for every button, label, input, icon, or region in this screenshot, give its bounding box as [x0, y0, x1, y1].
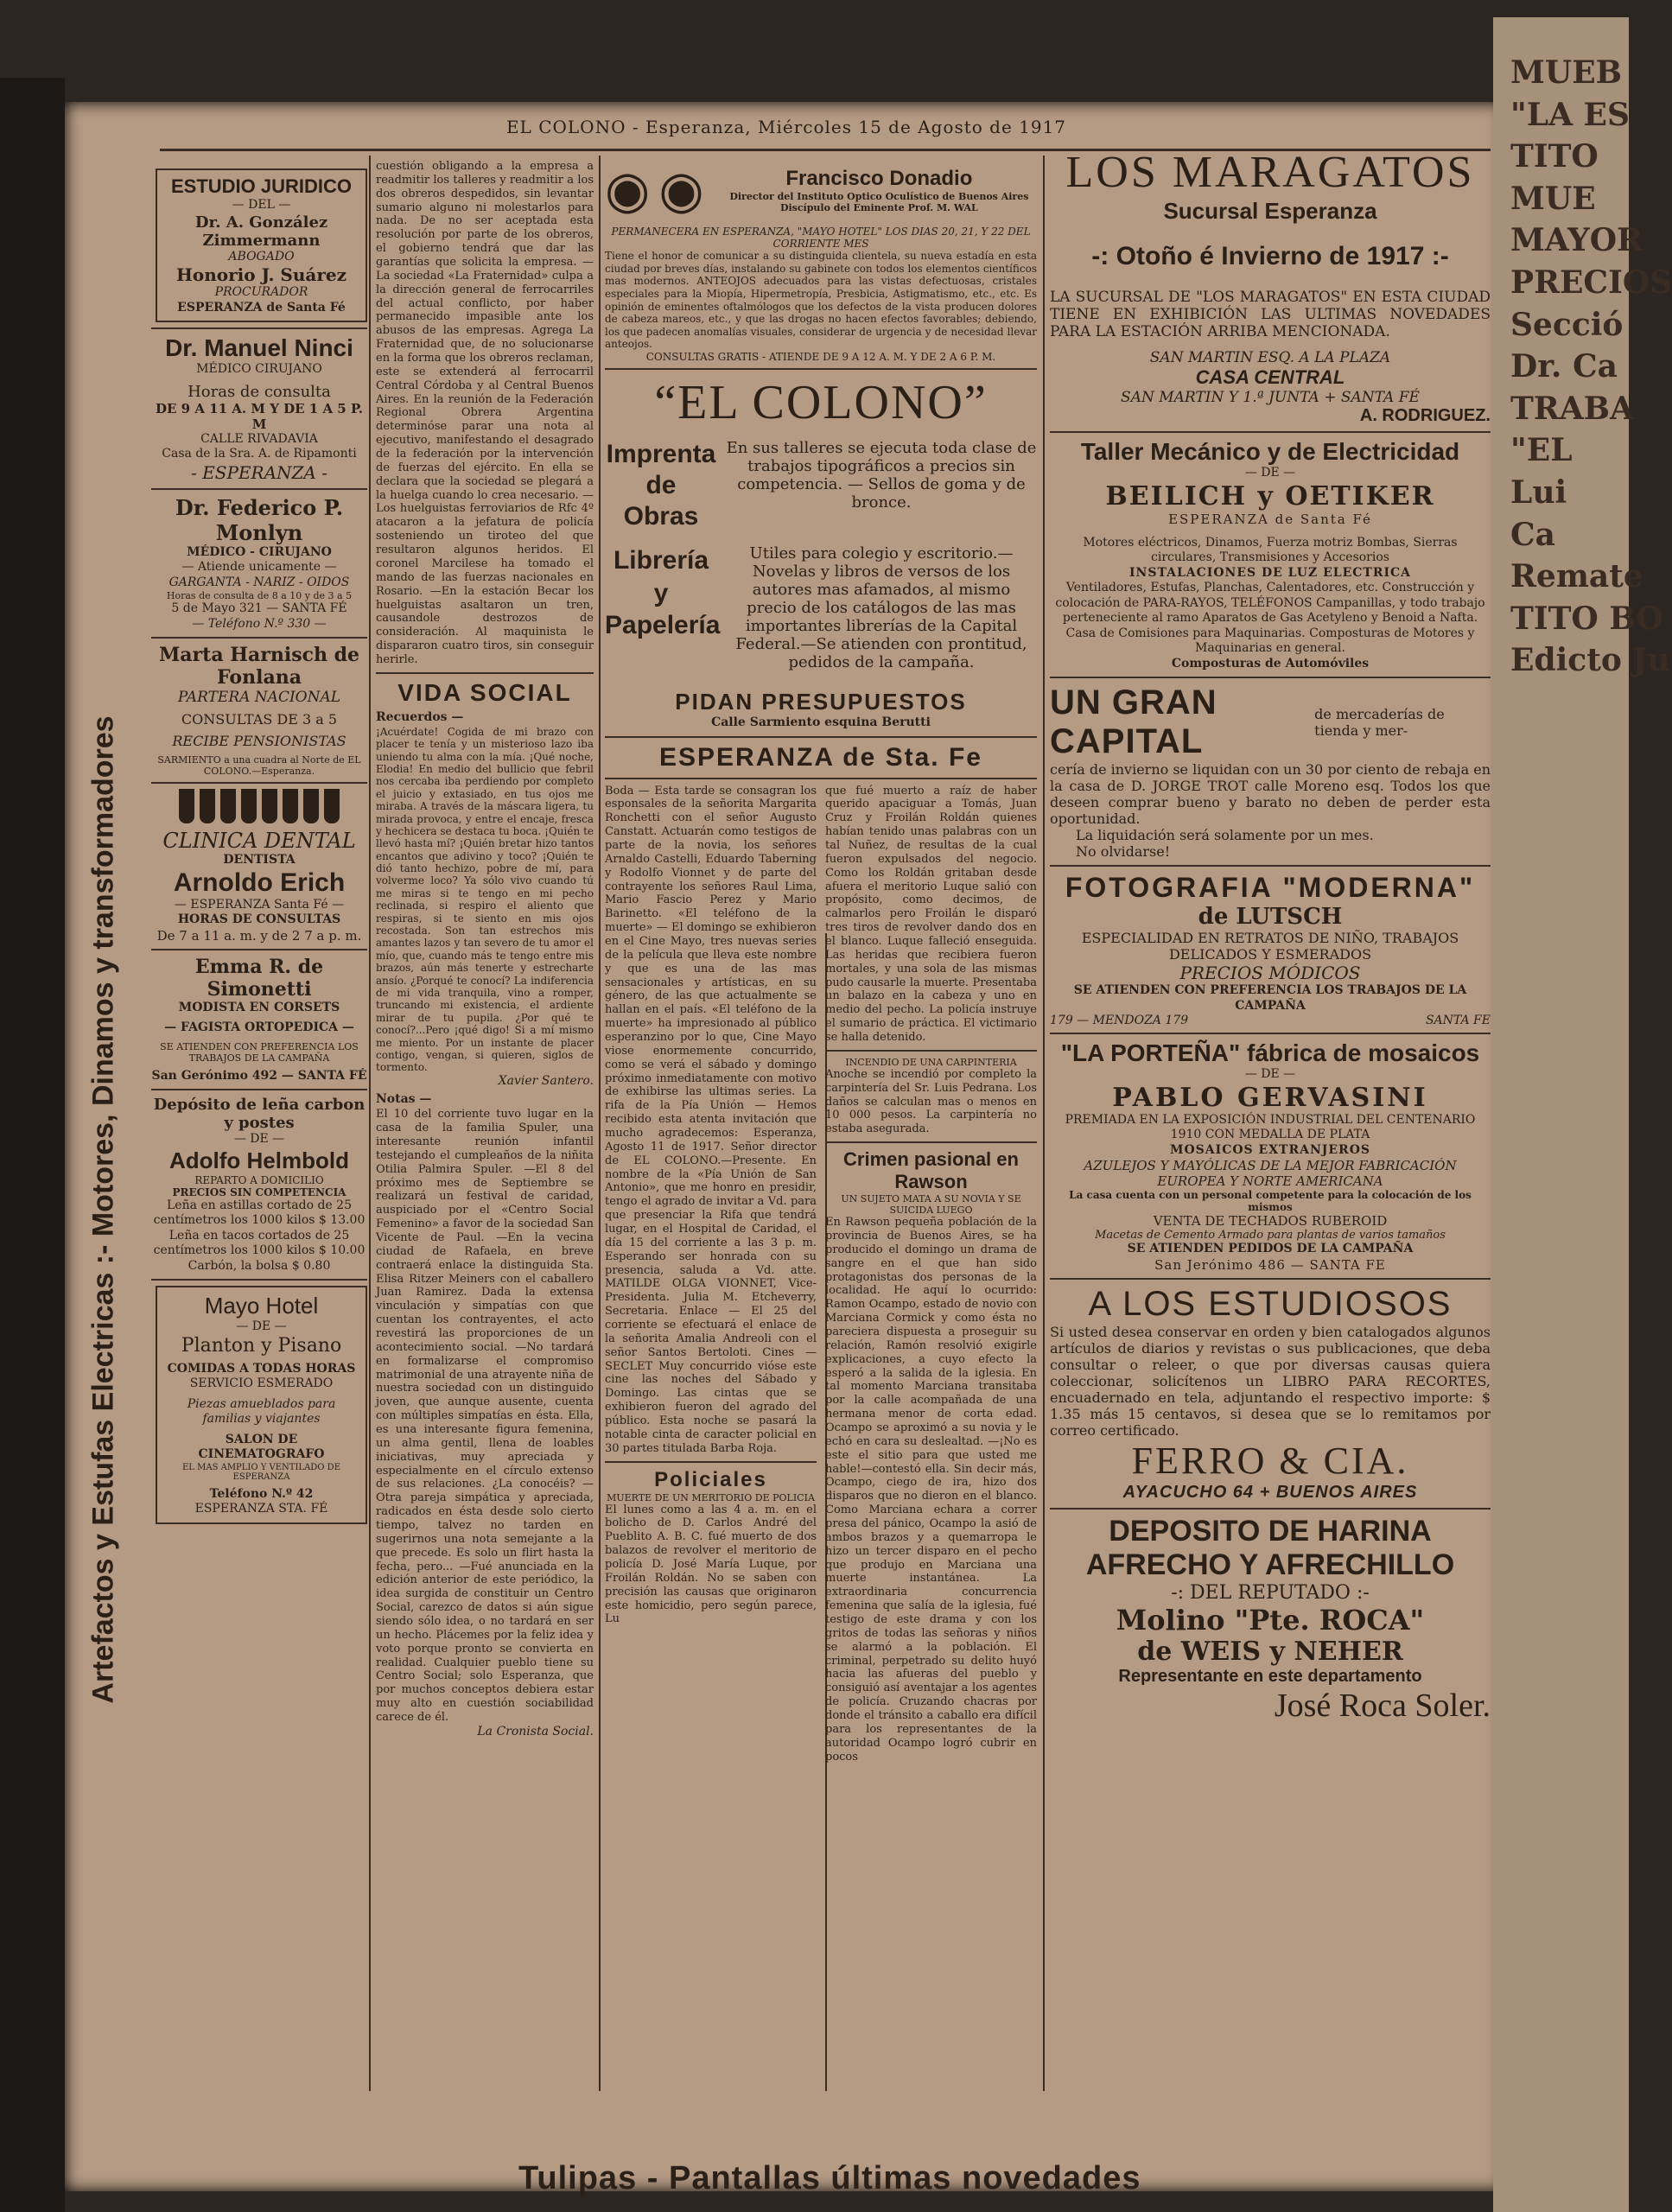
harnisch-ad — [151, 644, 367, 777]
helmbold-precios: PRECIOS SIN COMPETENCIA — [172, 1185, 346, 1198]
taller-text: Motores eléctricos, Dinamos, Fuerza motriz Bombas, Sierras circulares, Transmisiones y Accesorios — [1083, 535, 1458, 564]
divider — [1050, 1278, 1491, 1280]
la-portena-ad — [1050, 1039, 1491, 1273]
taller-city: ESPERANZA de Santa Fé — [1168, 511, 1372, 527]
estudio-name: Dr. A. González Zimmermann — [194, 213, 328, 250]
libreria-text: Utiles para colegio y escritorio.—Novelas y libros de versos de los autores mas afamados, al mismo precio de los catálogos de las mas importantes librerías de la Capital Federal.—Se atienden con prontitud, pedidos de la campaña. — [735, 544, 1027, 671]
notas-text: El 10 del corriente tuvo lugar en la casa de la familia Spuler, una interesante reunión infantil testejando el cumpleaños de la niñita Otilia Palmira Spuler. —El 8 del próximo mes de Septiembre se realizará un festival de caridad, auspiciado por el «Centro Social Femenino» a favor de la sociedad San Vicente de Paul. —En la vecina ciudad de Rafaela, en breve contraerá enlace la distinguida Sta. Elisa Ritzer Meiners con el caballero Juan Ramirez. Dada la extensa vinculación y simpatías con que cuentan los contrayentes, el acto revestirá las proporciones de un acontecimiento social. —No tardará en formalizarse el compromiso matrimonial de una atrayente niña de nuestra sociedad con un distinguido joven, que aunque ausente, cuenta con múltiples simpatías en ésta. Ella, es una interesante figura femenina, un alma gentil, llena de loables iniciativas, muy apreciada y especialmente en el círculo extenso de sus relaciones. ¿La conocéis? —Otra pareja simpática y apreciada, radicados en ésta desde solo cierto tiempo, talvez no tarden en sugerirnos una nota semejante a la que precede. Es solo un flirt hasta la fecha, pero... —Fué anunciada en la edición anterior de este periódico, la idea surgida de constituir un Centro Social, carezco de datos si aún sigue siendo sólo idea, o no tardará en ser un hecho. Plácemes por la feliz idea y voto porque pronto se convierta en realidad. Cualquier pueblo tiene su Centro Social; solo Esperanza, que por muchos conceptos debiera estar muy alto en cuestión sociabilidad carece de él. — [376, 1108, 594, 1725]
donadio-ad — [605, 160, 1037, 363]
ferro-addr: AYACUCHO 64 + BUENOS AIRES — [1122, 1482, 1418, 1502]
estudio-city: ESPERANZA de Santa Fé — [177, 300, 346, 315]
estudio-name2: Honorio J. Suárez — [176, 264, 346, 285]
capital-text: cería de invierno se liquidan con un 30 por ciento de rebaja en la casa de D. JORGE TROT calle Moreno esq. Todos los que deseen comprar bueno y barato no deben de perder esta oportunidad. — [1050, 761, 1491, 827]
donadio-consultas: CONSULTAS GRATIS - ATIENDE DE 9 A 12 A. M. Y DE 2 A 6 P. M. — [645, 351, 996, 363]
ninci-addr: CALLE RIVADAVIA — [200, 431, 318, 446]
divider — [825, 1050, 1037, 1052]
news-left-column — [605, 785, 817, 1764]
monlyn-spec: GARGANTA - NARIZ - OIDOS — [168, 575, 350, 589]
incendio-text: Anoche se incendió por completo la carpintería del Sr. Luis Pedrana. Los daños se calculan mas o menos en 10 000 pesos. La carpintería no estaba asegurada. — [825, 1067, 1037, 1136]
incendio-heading: INCENDIO DE UNA CARPINTERIA — [845, 1056, 1017, 1068]
mayo-salon2: EL MAS AMPLIO Y VENTILADO DE ESPERANZA — [181, 1462, 340, 1482]
divider — [1050, 865, 1491, 867]
portena-addr: San Jerónimo 486 — SANTA FE — [1154, 1256, 1386, 1273]
foto-spec: ESPECIALIDAD EN RETRATOS DE NIÑO, TRABAJOS DELICADOS Y ESMERADOS — [1081, 930, 1459, 963]
ferro-name: FERRO & CIA. — [1131, 1439, 1409, 1482]
portena-name: PABLO GERVASINI — [1112, 1082, 1428, 1113]
policiales-subtitle: MUERTE DE UN MERITORIO DE POLICIA — [607, 1491, 815, 1503]
monlyn-ad — [151, 495, 367, 632]
foto-atienden: SE ATIENDEN CON PREFERENCIA LOS TRABAJOS DE LA CAMPAÑA — [1073, 983, 1467, 1013]
dental-city: — ESPERANZA Santa Fé — — [174, 897, 345, 912]
imprenta-text: En sus talleres se ejecuta toda clase de trabajos tipográficos a precios sin competencia. — Sellos de goma y de bronce. — [726, 439, 1037, 512]
helmbold-ad — [151, 1096, 367, 1274]
helmbold-line2: Leña en tacos cortados de 25 centímetros los 1000 kilos $ 10.00 — [153, 1228, 366, 1257]
vertical-banner — [78, 605, 130, 1815]
column-2 — [376, 160, 594, 2095]
recuerdos-heading: Recuerdos — — [376, 709, 464, 724]
dental-sub: DENTISTA — [223, 853, 296, 867]
divider — [376, 672, 594, 674]
eyes-icon: ◉◉ — [605, 160, 713, 220]
policiales-title: Policiales — [654, 1467, 767, 1491]
column-rule — [369, 156, 371, 2091]
monlyn-tel: — Teléfono N.º 330 — — [192, 616, 327, 631]
helmbold-de: — DE — — [233, 1132, 285, 1146]
helmbold-line3: Carbón, la bolsa $ 0.80 — [188, 1258, 331, 1273]
donadio-name: Francisco Donadio — [785, 167, 973, 190]
foto-title: FOTOGRAFIA "MODERNA" — [1065, 872, 1476, 903]
taller-auto: Composturas de Automóviles — [1171, 656, 1370, 671]
donadio-text: Tiene el honor de comunicar a su distinguida clientela, su nueva estadía en esta ciudad por breves días, instalando su gabinete con todos los elementos científicos mas modernos. ANTEOJOS adecuados para las vistas defectuosas, cristales especiales para la Miopía, Hipermetropía, Presbicia, Astigmatismo, etc., etc. Es opinión de eminentes oftalmólogos que los defectos de la vista producen dolores de cabeza mareos, etc., y que las drogas no hacen efectos favorables; debiendo, los que padecen anomalías visuales, considerar de urgencia y de necesidad llevar anteojos. — [605, 250, 1037, 351]
maragatos-central: CASA CENTRAL — [1195, 366, 1345, 388]
column-rule — [599, 156, 601, 2091]
helmbold-title: Depósito de leña carbon y postes — [153, 1096, 366, 1132]
divider — [605, 736, 1037, 738]
helmbold-reparto: REPARTO A DOMICILIO — [194, 1173, 324, 1186]
notas-heading: Notas — — [376, 1092, 432, 1107]
monlyn-horas: Horas de consulta de 8 a 10 y de 3 a 5 — [166, 590, 353, 601]
harina-rep: Representante en este departamento — [1118, 1666, 1422, 1686]
capital-title: UN GRAN CAPITAL — [1050, 683, 1217, 760]
maragatos-ad — [1050, 147, 1491, 426]
estudio-title: ESTUDIO JURIDICO — [170, 175, 353, 197]
estudiosos-title: A LOS ESTUDIOSOS — [1088, 1284, 1453, 1323]
crimen-title: Crimen pasional en Rawson — [843, 1148, 1019, 1193]
policiales-continued-text: que fué muerto a raíz de haber querido apaciguar a Tomás, Juan Cruz y Froilán Roldán quienes habían tenido unas palabras con un tal Nuñez, de resultas de la cual fueron expulsados del negocio. Como los Roldán gritaban desde afuera el meritorio Luque salió con propósito, como decimos, de calmarlos pero Froilán le disparó tres tiros de revolver dando dos en el blanco. Luque falleció enseguida. Las heridas que recibiera fueron mortales, y una sola de las mismas pudo causarle la muerte. Presentaba un balazo en la cabeza y uno en medio del pecho. La policía instruye el sumario de práctica. El victimario se halla detenido. — [825, 784, 1037, 1044]
harina-title1: DEPOSITO DE HARINA — [1109, 1514, 1432, 1548]
divider — [825, 1141, 1037, 1143]
capital-line2: No olvidarse! — [1076, 843, 1171, 860]
divider — [151, 327, 367, 329]
taller-text2: Ventiladores, Estufas, Planchas, Calentadores, etc. Construcción y colocación de PARA-RAYOS, TELÉFONOS Campanillas, y todo trabajo perteneciente al ramo Aparatos de Gas Acetyleno y Benoid a Nafta. Casa de Comisiones para Maquinarias. Composturas de Motores y Maquinarias en general. — [1055, 581, 1485, 655]
ninci-addr2: Casa de la Sra. A. de Ripamonti — [162, 447, 357, 461]
portena-title: "LA PORTEÑA" fábrica de mosaicos — [1060, 1039, 1480, 1066]
imprenta-title: Imprenta de Obras — [606, 440, 716, 531]
estudio-del: — DEL — — [232, 198, 291, 212]
taller-ad — [1050, 438, 1491, 671]
portena-pedidos: SE ATIENDEN PEDIDOS DE LA CAMPAÑA — [1127, 1242, 1414, 1255]
page-header: EL COLONO - Esperanza, Miércoles 15 de Agosto de 1917 — [505, 117, 1067, 137]
taller-title: Taller Mecánico y de Electricidad — [1080, 438, 1460, 465]
taller-instalaciones: INSTALACIONES DE LUZ ELECTRICA — [1128, 565, 1412, 580]
portena-azulejos: AZULEJOS Y MAYÓLICAS DE LA MEJOR FABRICACIÓN EUROPEA Y NORTE AMERICANA — [1084, 1158, 1457, 1189]
donadio-role: Director del Instituto Optico Oculístico de Buenos Aires — [729, 191, 1029, 202]
maragatos-sub: Sucursal Esperanza — [1163, 198, 1377, 224]
capital-side: de mercaderías de tienda y mer- — [1314, 706, 1445, 739]
ninci-ad — [151, 334, 367, 483]
monlyn-addr: 5 de Mayo 321 — SANTA FÉ — [171, 601, 347, 615]
divider — [605, 1461, 817, 1463]
divider — [151, 949, 367, 950]
dental-ad — [151, 789, 367, 944]
mayo-name: Mayo Hotel — [204, 1293, 319, 1319]
harnisch-role: PARTERA NACIONAL — [177, 689, 341, 706]
maragatos-text: LA SUCURSAL DE "LOS MARAGATOS" EN ESTA CIUDAD TIENE EN EXHIBICIÓN LAS ULTIMAS NOVEDADES PARA LA ESTACIÓN ARRIBA MENCIONADA. — [1050, 289, 1491, 340]
taller-name: BEILICH y OETIKER — [1105, 480, 1435, 512]
vertical-banner-text: Artefactos y Estufas Electricas :- Motores, Dinamos y transformadores — [86, 715, 120, 1704]
el-colono-ad — [605, 375, 1037, 731]
strike-article-text: cuestión obligando a la empresa a readmitir los talleres y readmitir a los dos obreros despedidos, sin levantar sumario alguno ni molestarlos para nada. De no ser aceptada esta resolución por parte de los obreros, el gobierno tendrá que dar las garantías que solicita la empresa. —La sociedad «La Fraternidad» culpa a la dirección general de ferrocarriles del actual conflicto, por haber permanecido impasible ante los abusos de las empresas. Agrega La Fraternidad que, de no solucionarse en la forma que los obreros reclaman, este se extenderá al ferrocarril Central Córdoba y al Central Buenos Aires. En la reunión de la Federación Regional Obrera Argentina determinóse parar una nota al ejecutivo, manifestando el desagrado de la federación por la intervención de fuerzas del ejército. En ella se declara que la sociedad se plegará a la huelga cuando lo crea necesario. —Los huelguistas ferroviarios de Rfc 4º atacaron a la jefatura de policía sosteniendo un tiroteo del que resultaron algunos heridos. El coronel Marcilese ha tomado el mando de las fuerzas nacionales en Rosario. —En la estación Becar los huelguistas asaltaron un tren, causandole destrozos de consideración. Al maquinista le dispararon cuatro tiros, sin conseguir herirle. — [376, 160, 594, 666]
portena-premiada: PREMIADA EN LA EXPOSICIÓN INDUSTRIAL DEL CENTENARIO 1910 CON MEDALLA DE PLATA — [1065, 1112, 1476, 1141]
harina-del: -: DEL REPUTADO :- — [1171, 1581, 1370, 1604]
helmbold-line1: Leña en astillas cortado de 25 centímetros los 1000 kilos $ 13.00 — [153, 1198, 366, 1227]
adjacent-page-text: MUEB "LA ES TITO MUE MAYOR PRECIOS Secció Dr. Ca TRABA "EL Lui Ca Remate TITO BO Edicto Ju — [1510, 54, 1672, 679]
harnisch-name: Marta Harnisch de Fonlana — [158, 644, 360, 689]
taller-de: — DE — — [1244, 466, 1296, 480]
simonetti-role: MODISTA EN CORSETS — [178, 1000, 340, 1014]
esperanza-section-title: ESPERANZA de Sta. Fe — [659, 742, 982, 772]
donadio-permanecera: PERMANECERA EN ESPERANZA, "MAYO HOTEL" LOS DIAS 20, 21, Y 22 DEL CORRIENTE MES — [611, 226, 1031, 250]
divider — [1050, 677, 1491, 678]
divider — [1050, 431, 1491, 433]
column-rule — [1043, 156, 1045, 2091]
divider — [151, 1089, 367, 1090]
book-spine — [0, 78, 65, 2212]
ninci-city: - ESPERANZA - — [191, 461, 327, 483]
estudiosos-text: Si usted desea conservar en orden y bien catalogados algunos artículos de diarios y revistas o sus publicaciones, que deba consultar o releer, o que por diversas causas quiera coleccionar, solicítenos un LIBRO PARA RECORTES, encuadernado en tela, adjuntando el respectivo importe: $ 1.35 más 15 centavos, si desea que se lo remitamos por correo certificado. — [1050, 1323, 1491, 1439]
gran-capital-ad — [1050, 683, 1491, 860]
harina-title2: AFRECHO Y AFRECHILLO — [1085, 1548, 1455, 1581]
pidan-presupuestos: PIDAN PRESUPUESTOS — [675, 689, 967, 715]
monlyn-name: Dr. Federico P. Monlyn — [175, 494, 344, 545]
divider — [605, 368, 1037, 370]
local-news-text: Boda — Esta tarde se consagran los esponsales de la señorita Margarita Ronchetti con el señor Augusto Canstatt. Actuarán como testigos de parte de la novia, los señores Arnaldo Castelli, Eduardo Taberning y Rodolfo Vionnet y de parte del contrayente los señores Raul Lima, Mario Fascio Perez y Mario Barinetto. «El teléfono de la muerte» — El domingo se exhibieron en el Cine Mayo, tres nuevas series de la película que lleva este nombre y que es una de las mas sensacionales y artísticas, en su género, de las que actualmente se hallan en el país. «El teléfono de la muerte» ha impresionado al público esperanzino por lo que, Cine Mayo viose enormemente concurrido, como se verá el sábado y domingo próximo inmediatamente con motivo de exhibirse las ultimas series. La rifa de la Pía Unión — Hemos recibido esta atenta invitación que mucho agradecemos: Esperanza, Agosto 11 de 1917. Señor director de EL COLONO.—Presente. En nombre de la «Pía Unión de San Antonio», que me honro en presidir, tengo el agrado de invitar a Vd. para que presenciar la Rifa que tendrá lugar, en el Hospital de Caridad, el día 15 del corriente a las 3 p. m. Esperando ser honrada con su presencia, saluda a Vd. atte. MATILDE OLGA VIONNET, Vice-Presidenta. Julia M. Etcheverry, Secretaria. Enlace — El 25 del corriente se efectuará el enlace de la señorita Amalia Andreoli con el señor Santos Bertoloti. Cines — SECLET Muy concurrido vióse este cine las noches del Sábado y Domingo. Las cintas que se exhibieron fueron del agrado del público. Esta noche se pasará la notable cinta de caracter policial en 30 partes titulada Barba Roja. — [605, 784, 817, 1455]
harnisch-addr: SARMIENTO a una cuadra al Norte de EL COLONO.—Esperanza. — [157, 754, 361, 777]
dental-times: De 7 a 11 a. m. y de 2 7 a p. m. — [156, 927, 362, 944]
foto-precios: PRECIOS MÓDICOS — [1179, 963, 1361, 983]
divider — [1050, 1508, 1491, 1510]
mayo-tel: Teléfono N.º 42 — [209, 1486, 314, 1501]
mayo-city: ESPERANZA STA. FÉ — [194, 1502, 328, 1516]
adjacent-page — [1493, 17, 1672, 2212]
portena-personal: La casa cuenta con un personal competente para la colocación de los mismos — [1069, 1189, 1472, 1213]
portena-mosaicos: MOSAICOS EXTRANJEROS — [1169, 1142, 1371, 1157]
mayo-comidas: COMIDAS A TODAS HORAS — [167, 1361, 356, 1376]
harnisch-consult: CONSULTAS DE 3 a 5 — [181, 711, 338, 728]
ninci-times: DE 9 A 11 A. M Y DE 1 A 5 P. M — [156, 400, 363, 432]
column-4 — [1050, 147, 1491, 2100]
portena-venta: VENTA DE TECHADOS RUBEROID — [1153, 1213, 1388, 1229]
el-colono-title: “EL COLONO” — [654, 376, 988, 429]
footer-banner: Tulipas - Pantallas últimas novedades — [518, 2160, 1141, 2196]
libreria-title: Librería y Papelería — [605, 546, 721, 639]
recuerdos-signature: Xavier Santero. — [498, 1073, 594, 1088]
maragatos-central-addr: SAN MARTIN Y 1.ª JUNTA + SANTA FÉ — [1121, 389, 1420, 406]
divider — [151, 1279, 367, 1281]
dental-horas: HORAS DE CONSULTAS — [177, 912, 341, 926]
donadio-disc: Discípulo del Eminente Prof. M. WAL — [779, 202, 978, 213]
capital-line1: La liquidación será solamente por un mes. — [1076, 827, 1374, 843]
helmbold-name: Adolfo Helmbold — [169, 1147, 349, 1173]
mayo-hotel-ad — [156, 1286, 367, 1524]
monlyn-role: MÉDICO - CIRUJANO — [187, 544, 332, 559]
crimen-subtitle: UN SUJETO MATA A SU NOVIA Y SE SUICIDA LUEGO — [841, 1193, 1021, 1217]
ninci-horas: Horas de consulta — [188, 382, 331, 401]
ninci-role: MÉDICO CIRUJANO — [196, 362, 322, 376]
dental-title: CLINICA DENTAL — [162, 829, 356, 853]
portena-macetas: Macetas de Cemento Armado para plantas de varios tamaños — [1095, 1229, 1446, 1242]
dental-name: Arnoldo Erich — [173, 868, 346, 897]
divider — [605, 778, 1037, 779]
harina-molino: Molino "Pte. ROCA" — [1116, 1603, 1425, 1637]
divider — [151, 488, 367, 490]
mayo-owners: Planton y Pisano — [181, 1334, 342, 1357]
divider — [151, 637, 367, 639]
harina-owners: de WEIS y NEHER — [1137, 1636, 1403, 1667]
foto-city: SANTA FE — [1425, 1014, 1491, 1027]
mayo-servicio: SERVICIO ESMERADO — [189, 1376, 334, 1390]
simonetti-ad — [151, 956, 367, 1084]
maragatos-title: LOS MARAGATOS — [1065, 148, 1475, 197]
divider — [151, 782, 367, 784]
estudio-role2: PROCURADOR — [214, 285, 308, 299]
ninci-name: Dr. Manuel Ninci — [165, 334, 353, 361]
el-colono-address: Calle Sarmiento esquina Berutti — [711, 715, 931, 729]
simonetti-addr: San Gerónimo 492 — SANTA FÉ — [151, 1068, 367, 1083]
divider — [1050, 1033, 1491, 1034]
column-3 — [605, 160, 1037, 2095]
harina-name: José Roca Soler. — [1274, 1687, 1491, 1724]
portena-de: — DE — — [1244, 1067, 1296, 1081]
estudiosos-ad — [1050, 1285, 1491, 1503]
maragatos-addr: SAN MARTIN ESQ. A LA PLAZA — [1149, 349, 1391, 366]
simonetti-atienden: SE ATIENDEN CON PREFERENCIA LOS TRABAJOS DE LA CAMPAÑA — [160, 1040, 359, 1064]
column-1 — [151, 160, 367, 2095]
mayo-piezas: Piezas amueblados para familias y viajantes — [187, 1396, 336, 1426]
simonetti-name: Emma R. de Simonetti — [194, 955, 324, 1001]
estudio-role1: ABOGADO — [228, 249, 295, 264]
foto-addr: 179 — MENDOZA 179 — [1050, 1014, 1189, 1027]
vida-social-title: VIDA SOCIAL — [397, 678, 572, 706]
policiales-text: El lunes como a las 4 a. m. en el bolicho de D. Carlos André del Pueblito A. B. C. fué muerto de dos balazos de revolver el meritorio de policía D. José María Luque, por Froilán Roldán. No se saben con precisión las causas que originaron este homicidio, pero según parece, Lu — [605, 1503, 817, 1626]
notas-signature: La Cronista Social. — [477, 1724, 594, 1738]
harina-ad — [1050, 1515, 1491, 1725]
crimen-text: En Rawson pequeña población de la provincia de Buenos Aires, se ha producido el domingo un drama de sangre en el que han sido protagonistas dos personas de la localidad. He aquí lo ocurrido: Ramon Ocampo, estado de novio con Marciana Cormick y como ésta no pareciera dispuesta a proseguir su relación, Ramón resolvió exigirle explicaciones, a cuyo efecto la esperó a la salida de la iglesia. En tal momento Marciana transitaba por la calle acompañada de una hermana menor de corta edad. Ocampo se aproximó a su novia y le echó en cara su deslealtad. —¡No es este el sitio para que usted me hable!—contestó ella. Sin decir más, Ocampo, ciego de ira, hizo dos disparos que no dieron en el blanco. Como Marciana echara a correr presa del pánico, Ocampo la asió de ambos brazos y a quemarropa le hizo un tercer disparo en el pecho que produjo en Marciana una muerte instantánea. La extraordinaria concurrencia femenina que salía de la iglesia, fué testigo de este drama y con los gritos de todas las señoras y niños se alarmó a la población. El criminal, perpetrado su delito huyó hacia las afueras del pueblo y consiguió así aventajar a los agentes de policía. Cruzando chacras por donde el tránsito a caballo era difícil para los representantes de la autoridad Ocampo logró cubrir en pocos — [825, 1216, 1037, 1764]
foto-de: de LUTSCH — [1198, 904, 1343, 930]
simonetti-fajista: — FAGISTA ORTOPEDICA — — [164, 1020, 354, 1034]
teeth-icon — [151, 789, 367, 823]
maragatos-owner: A. RODRIGUEZ. — [1359, 406, 1491, 425]
news-right-column — [825, 785, 1037, 1764]
harnisch-recibe: RECIBE PENSIONISTAS — [172, 733, 346, 749]
mayo-salon: SALON DE CINEMATOGRAFO — [198, 1432, 325, 1461]
recuerdos-poem: ¡Acuérdate! Cogida de mi brazo con placer te tenía y un misterioso lazo iba uniendo tu alma con la mía. ¡Qué noche, Elodia! En medio del bullicio que febril nos cercaba iba perdiendo por completo el juicio y extasiado, en tus ojos me miraba. A través de la máscara ligera, tu mirada provoca, y entre el encaje, fresca y hechicera se destaca tu boca. ¡Quién te llevó hasta mí? ¡Quién bretar hizo tantos encantos que adivino y toco? ¡Quién te dió tanto hechizo, pobre de mí, para volverme loco? Ya sólo vivo cuando tú me miras si te tengo en mi pecho reclinada, si respiro el aliento que respiras, si te siento en mis ojos recostada. Son tan estrechos mis amantes lazos y tan severo de tu amor el mío, que, cuando más te tengo entre mis brazos, aún más tenerte y estrecharte ansío. ¿Porqué te conocí? La indiferencia de mi vida tranquila, vino a romper, truncando mi existencia, el ardiente mirar de tu pupila. ¿Por qué te conocí?...Pero ¡qué digo! Si a mí mismo me miento. Por un instante de placer contigo, vengan, si quieren, siglos de tormento. — [376, 725, 594, 1074]
monlyn-atiende: — Atiende unicamente — — [181, 560, 337, 574]
estudio-juridico-ad — [156, 168, 367, 322]
fotografia-ad — [1050, 872, 1491, 1027]
mayo-de: — DE — — [236, 1319, 287, 1333]
maragatos-otono: -: Otoño é Invierno de 1917 :- — [1091, 242, 1449, 270]
